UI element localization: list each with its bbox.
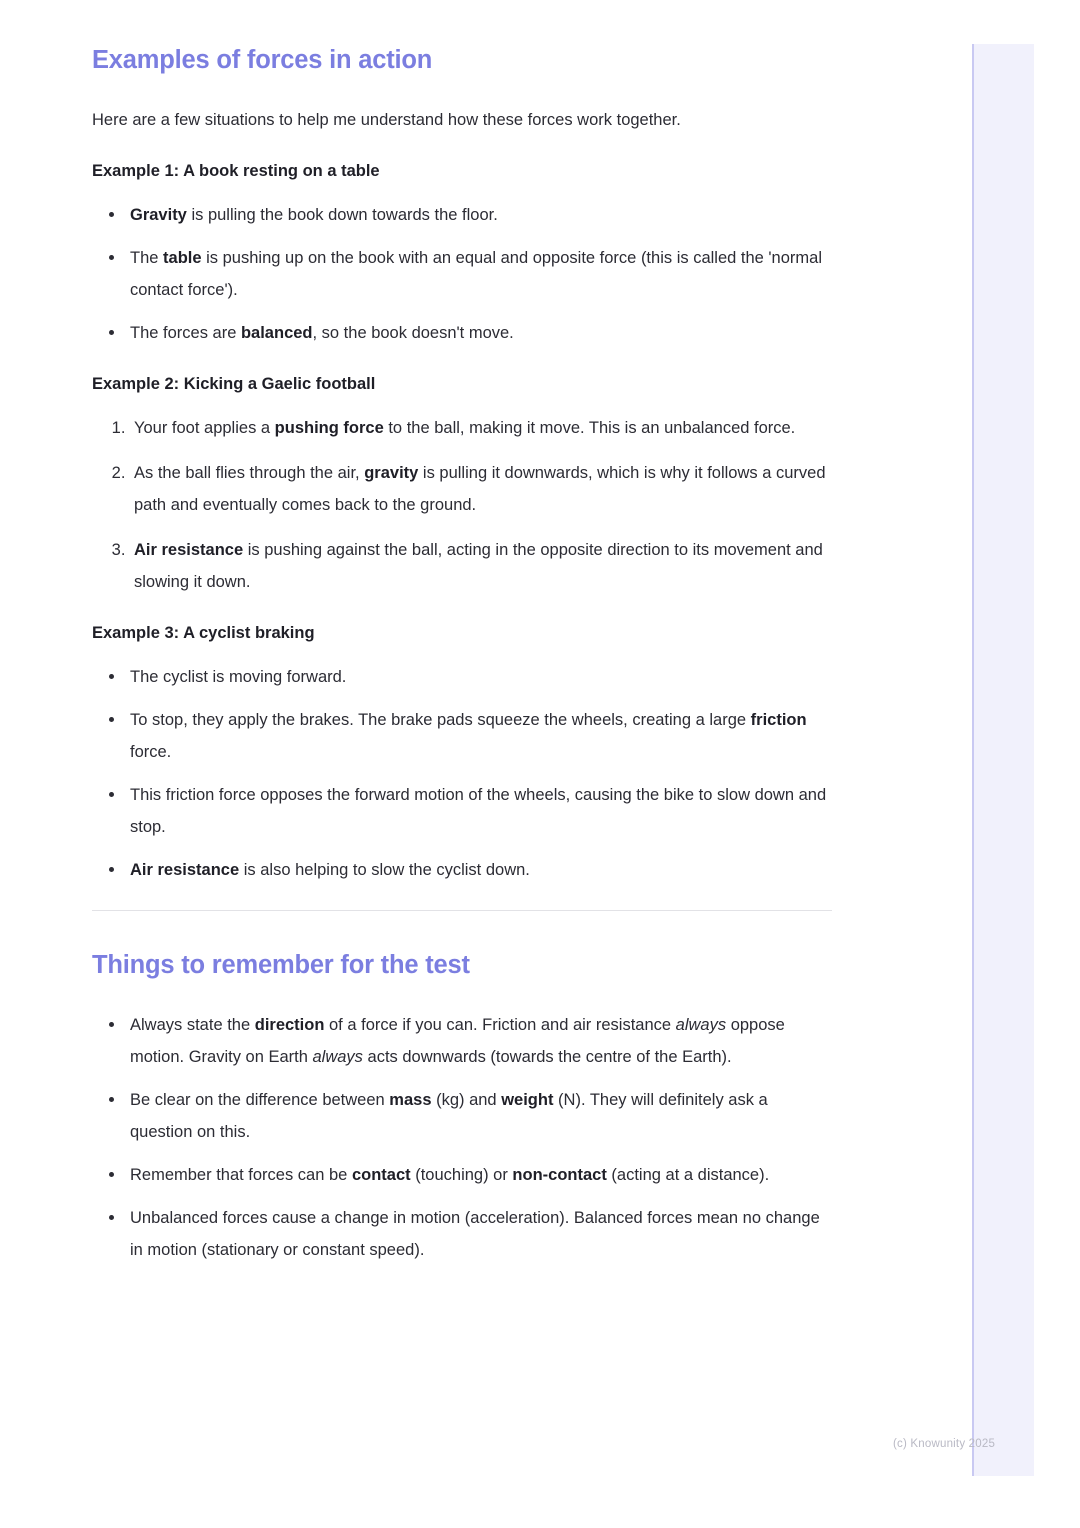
page-side-band (972, 44, 1034, 1476)
example-3-heading: Example 3: A cyclist braking (92, 624, 315, 643)
list-item: • Always state the direction of a force if you can. Friction and air resistance always oppose motion. Gravity on Earth always acts downwards (towards the centre of the Earth). (126, 1009, 832, 1073)
list-item: • Unbalanced forces cause a change in motion (acceleration). Balanced forces mean no change in motion (stationary or constant speed). (126, 1202, 832, 1266)
example-2-heading: Example 2: Kicking a Gaelic football (92, 375, 376, 394)
document-content (92, 44, 832, 1290)
list-item: • This friction force opposes the forward motion of the wheels, causing the bike to slow down and stop. (126, 779, 832, 843)
list-item: 1. Your foot applies a pushing force to the ball, making it move. This is an unbalanced force. (130, 412, 832, 444)
list-item: • Air resistance is also helping to slow the cyclist down. (126, 854, 832, 886)
copyright-notice: (c) Knowunity 2025 (893, 1438, 996, 1450)
list-item: • Remember that forces can be contact (touching) or non-contact (acting at a distance). (126, 1159, 832, 1191)
list-item: 2. As the ball flies through the air, gravity is pulling it downwards, which is why it follows a curved path and eventually comes back to the ground. (130, 457, 832, 521)
section-divider (92, 910, 832, 911)
example-2-list (92, 412, 832, 598)
list-item: • Be clear on the difference between mass (kg) and weight (N). They will definitely ask a question on this. (126, 1084, 832, 1148)
list-item: • The table is pushing up on the book with an equal and opposite force (this is called the 'normal contact force'). (126, 242, 832, 306)
list-item: 3. Air resistance is pushing against the ball, acting in the opposite direction to its movement and slowing it down. (130, 534, 832, 598)
example-1-heading: Example 1: A book resting on a table (92, 162, 380, 181)
list-item: • To stop, they apply the brakes. The brake pads squeeze the wheels, creating a large friction force. (126, 704, 832, 768)
list-item: • The cyclist is moving forward. (126, 661, 832, 693)
intro-paragraph: Here are a few situations to help me understand how these forces work together. (92, 111, 681, 130)
remember-list (92, 1009, 832, 1266)
page-title: Examples of forces in action (92, 46, 433, 74)
list-item: • Gravity is pulling the book down towards the floor. (126, 199, 832, 231)
example-1-list (92, 199, 832, 349)
section-title-remember: Things to remember for the test (92, 951, 470, 980)
list-item: • The forces are balanced, so the book doesn't move. (126, 317, 832, 349)
example-3-list (92, 661, 832, 886)
